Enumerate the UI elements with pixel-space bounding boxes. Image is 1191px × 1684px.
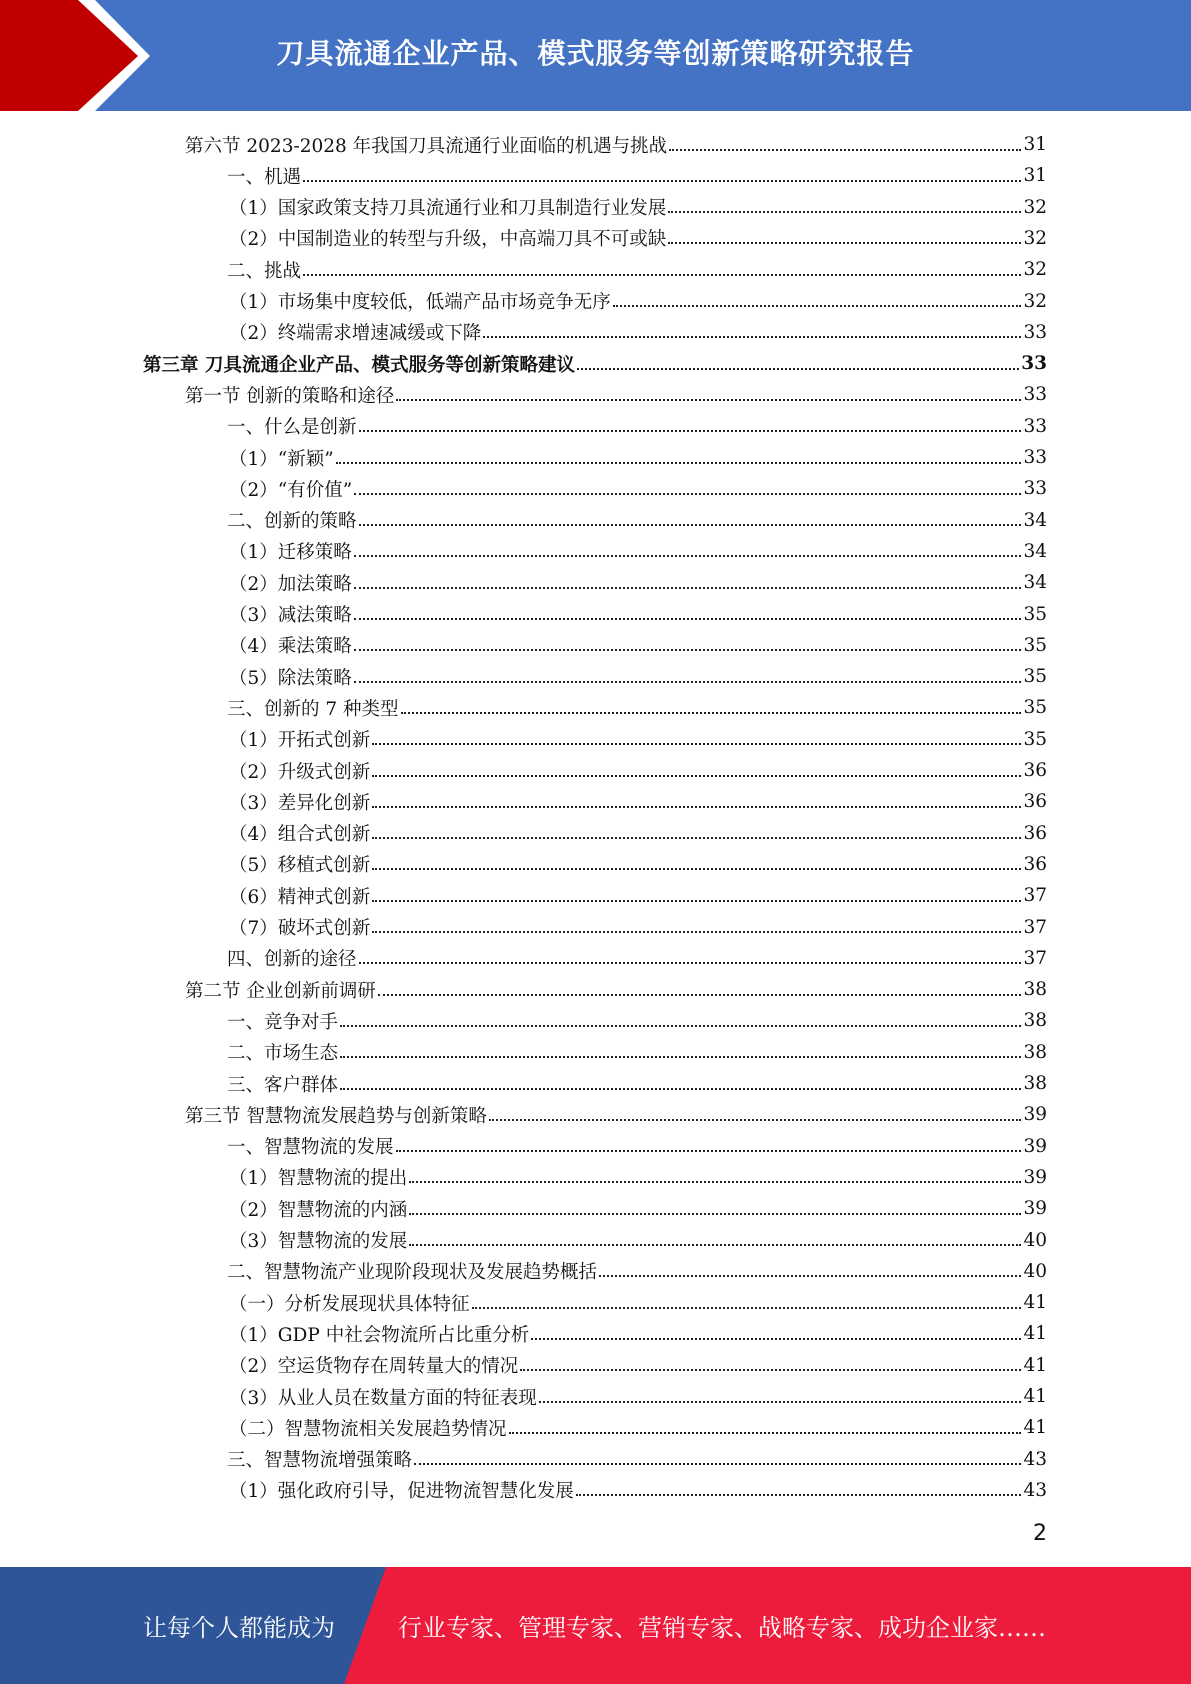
- toc-leader-dots: [668, 205, 1021, 213]
- toc-entry-page: 35: [1023, 666, 1047, 688]
- toc-entry-title: 二、创新的策略: [227, 511, 357, 533]
- toc-leader-dots: [668, 236, 1021, 244]
- toc-entry-page: 33: [1023, 384, 1047, 406]
- toc-leader-dots: [372, 737, 1021, 745]
- toc-entry-page: 36: [1023, 853, 1047, 875]
- toc-entry-title: 一、智慧物流的发展: [227, 1137, 394, 1159]
- toc-entry[interactable]: [185, 1099, 1047, 1130]
- page-footer: [0, 1567, 1191, 1684]
- toc-leader-dots: [539, 1395, 1022, 1403]
- toc-entry-page: 33: [1023, 447, 1047, 468]
- toc-leader-dots: [340, 1050, 1021, 1058]
- toc-entry[interactable]: [227, 1037, 1047, 1068]
- toc-entry[interactable]: [229, 1162, 1047, 1193]
- toc-leader-dots: [409, 1175, 1021, 1183]
- toc-entry[interactable]: [229, 1350, 1047, 1381]
- toc-entry[interactable]: [229, 755, 1047, 786]
- toc-entry-title: （1）强化政府引导，促进物流智慧化发展: [229, 1481, 574, 1503]
- toc-entry-page: 33: [1023, 478, 1047, 500]
- toc-entry[interactable]: [229, 536, 1047, 567]
- toc-entry-title: （一）分析发展现状具体特征: [229, 1293, 470, 1315]
- toc-entry-title: （二）智慧物流相关发展趋势情况: [229, 1418, 507, 1440]
- toc-entry-page: 36: [1023, 791, 1047, 813]
- toc-entry-title: 一、什么是创新: [227, 417, 357, 439]
- toc-entry-title: 二、市场生态: [227, 1043, 339, 1065]
- toc-entry[interactable]: [229, 880, 1047, 911]
- toc-entry-page: 31: [1023, 165, 1047, 187]
- toc-entry-page: 32: [1023, 196, 1047, 218]
- toc-entry-page: 43: [1023, 1448, 1047, 1470]
- toc-entry-title: （1）智慧物流的提出: [229, 1168, 408, 1190]
- toc-entry[interactable]: [185, 129, 1047, 160]
- toc-entry-title: 一、竞争对手: [227, 1011, 339, 1033]
- toc-entry[interactable]: [227, 1256, 1047, 1287]
- toc-entry-page: 37: [1023, 885, 1047, 907]
- toc-leader-dots: [354, 612, 1022, 620]
- toc-entry[interactable]: [229, 786, 1047, 817]
- toc-entry-title: （5）除法策略: [229, 667, 352, 689]
- toc-leader-dots: [613, 299, 1022, 307]
- toc-leader-dots: [303, 268, 1021, 276]
- toc-entry-page: 32: [1023, 290, 1047, 312]
- toc-entry[interactable]: [229, 442, 1047, 473]
- toc-entry-page: 34: [1023, 540, 1047, 562]
- report-title: 刀具流通企业产品、模式服务等创新策略研究报告: [276, 36, 915, 70]
- toc-entry-page: 35: [1023, 634, 1047, 656]
- toc-entry[interactable]: [229, 630, 1047, 661]
- toc-leader-dots: [359, 518, 1022, 526]
- toc-entry-title: （1）国家政策支持刀具流通行业和刀具制造行业发展: [229, 198, 667, 220]
- toc-entry-title: 第三节 智慧物流发展趋势与创新策略: [185, 1105, 487, 1127]
- toc-entry[interactable]: [229, 192, 1047, 223]
- toc-entry[interactable]: [227, 1444, 1047, 1475]
- toc-leader-dots: [372, 831, 1021, 839]
- toc-entry[interactable]: [229, 724, 1047, 755]
- toc-entry-page: 41: [1023, 1323, 1047, 1345]
- toc-entry[interactable]: [185, 974, 1047, 1005]
- toc-entry-title: （1）“新颖”: [229, 448, 334, 470]
- toc-leader-dots: [472, 1301, 1022, 1309]
- toc-leader-dots: [577, 362, 1019, 370]
- toc-entry[interactable]: [229, 1475, 1047, 1506]
- toc-entry-page: 31: [1023, 134, 1047, 155]
- toc-entry[interactable]: [229, 473, 1047, 504]
- toc-leader-dots: [414, 1457, 1021, 1465]
- toc-entry-page: 37: [1023, 916, 1047, 938]
- toc-leader-dots: [669, 143, 1021, 151]
- toc-leader-dots: [378, 988, 1022, 996]
- toc-entry-page: 38: [1023, 979, 1047, 1001]
- toc-entry[interactable]: [227, 1068, 1047, 1099]
- toc-entry-title: （3）从业人员在数量方面的特征表现: [229, 1387, 537, 1409]
- toc-entry[interactable]: [227, 254, 1047, 285]
- toc-entry-title: 三、智慧物流增强策略: [227, 1450, 413, 1472]
- toc-entry-title: 第二节 企业创新前调研: [185, 980, 376, 1002]
- toc-entry-page: 33: [1023, 415, 1047, 437]
- toc-leader-dots: [372, 925, 1021, 933]
- page-number: 2: [1033, 1521, 1047, 1546]
- toc-entry-page: 34: [1023, 572, 1047, 594]
- toc-entry[interactable]: [229, 1225, 1047, 1256]
- toc-chapter-entry[interactable]: [143, 348, 1047, 379]
- toc-entry[interactable]: [227, 160, 1047, 191]
- toc-leader-dots: [354, 581, 1022, 589]
- toc-entry-page: 41: [1023, 1292, 1047, 1314]
- toc-entry-page: 38: [1023, 1041, 1047, 1063]
- toc-entry-title: （2）空运货物存在周转量大的情况: [229, 1356, 519, 1378]
- toc-entry-title: （2）加法策略: [229, 573, 352, 595]
- toc-entry-title: （3）智慧物流的发展: [229, 1231, 408, 1252]
- toc-entry-title: （2）智慧物流的内涵: [229, 1199, 408, 1221]
- toc-entry-title: （1）市场集中度较低，低端产品市场竞争无序: [229, 292, 611, 313]
- toc-leader-dots: [599, 1269, 1021, 1277]
- toc-entry-page: 41: [1023, 1354, 1047, 1376]
- toc-leader-dots: [489, 1113, 1022, 1121]
- toc-entry[interactable]: [227, 1005, 1047, 1036]
- toc-entry-title: （1）迁移策略: [229, 542, 352, 564]
- toc-entry-title: （4）组合式创新: [229, 824, 371, 846]
- footer-slogan-left: 让每个人都能成为: [143, 1614, 335, 1642]
- toc-entry-title: 一、机遇: [227, 166, 302, 188]
- toc-entry-page: 36: [1023, 822, 1047, 844]
- toc-leader-dots: [372, 862, 1021, 870]
- toc-entry[interactable]: [227, 1131, 1047, 1162]
- toc-entry[interactable]: [229, 912, 1047, 943]
- toc-entry-page: 39: [1023, 1104, 1047, 1126]
- toc-entry-title: 第三章 刀具流通企业产品、模式服务等创新策略建议: [143, 354, 575, 376]
- toc-leader-dots: [359, 424, 1022, 432]
- toc-entry-page: 41: [1023, 1386, 1047, 1407]
- toc-entry-title: 第一节 创新的策略和途径: [185, 385, 395, 407]
- toc-leader-dots: [483, 330, 1021, 338]
- toc-entry-title: （5）移植式创新: [229, 855, 371, 877]
- toc-leader-dots: [336, 456, 1022, 464]
- toc-entry-page: 32: [1023, 259, 1047, 281]
- toc-entry-page: 33: [1021, 353, 1047, 375]
- toc-entry-page: 35: [1023, 603, 1047, 625]
- toc-entry[interactable]: [229, 286, 1047, 317]
- toc-entry-title: 三、客户群体: [227, 1074, 339, 1096]
- toc-entry-title: 第六节 2023-2028 年我国刀具流通行业面临的机遇与挑战: [185, 135, 668, 157]
- toc-leader-dots: [372, 800, 1021, 808]
- toc-entry-title: （2）中国制造业的转型与升级，中高端刀具不可或缺: [229, 229, 667, 251]
- toc-leader-dots: [396, 393, 1021, 401]
- toc-entry[interactable]: [229, 1381, 1047, 1412]
- toc-entry[interactable]: [229, 1287, 1047, 1318]
- toc-entry-title: 三、创新的 7 种类型: [227, 698, 399, 720]
- toc-entry[interactable]: [229, 317, 1047, 348]
- toc-entry[interactable]: [185, 379, 1047, 410]
- toc-leader-dots: [409, 1238, 1021, 1246]
- toc-entry-page: 38: [1023, 1010, 1047, 1032]
- page-header: [0, 0, 1191, 111]
- toc-entry[interactable]: [229, 599, 1047, 630]
- toc-entry-page: 40: [1023, 1229, 1047, 1251]
- toc-entry-page: 36: [1023, 760, 1047, 781]
- toc-entry[interactable]: [229, 818, 1047, 849]
- toc-entry[interactable]: [227, 692, 1047, 723]
- toc-entry[interactable]: [229, 1318, 1047, 1349]
- toc-entry-page: 32: [1023, 227, 1047, 249]
- toc-leader-dots: [576, 1488, 1022, 1496]
- toc-entry[interactable]: [229, 661, 1047, 692]
- toc-entry-page: 39: [1023, 1198, 1047, 1220]
- toc-entry[interactable]: [229, 849, 1047, 880]
- header-arrow-red: [0, 0, 138, 111]
- toc-leader-dots: [340, 1082, 1021, 1090]
- toc-entry-page: 38: [1023, 1073, 1047, 1094]
- toc-entry-title: （3）减法策略: [229, 605, 352, 626]
- toc-entry-title: （1）GDP 中社会物流所占比重分析: [229, 1324, 530, 1346]
- toc-leader-dots: [354, 643, 1022, 651]
- toc-leader-dots: [359, 956, 1022, 964]
- toc-entry-page: 43: [1023, 1479, 1047, 1501]
- footer-slogan-right: 行业专家、管理专家、营销专家、战略专家、成功企业家……: [398, 1614, 1046, 1642]
- toc-leader-dots: [409, 1207, 1021, 1215]
- toc-entry-title: （2）“有价值”: [229, 479, 353, 501]
- toc-entry[interactable]: [229, 223, 1047, 254]
- toc-entry-title: （1）开拓式创新: [229, 730, 371, 752]
- toc-entry[interactable]: [227, 943, 1047, 974]
- toc-entry-title: （7）破坏式创新: [229, 918, 371, 939]
- toc-leader-dots: [531, 1332, 1021, 1340]
- toc-entry-page: 34: [1023, 509, 1047, 531]
- toc-entry-title: 二、挑战: [227, 260, 302, 282]
- toc-entry-title: （2）升级式创新: [229, 761, 371, 783]
- toc-leader-dots: [303, 174, 1021, 182]
- toc-leader-dots: [354, 487, 1021, 495]
- toc-leader-dots: [354, 675, 1022, 683]
- toc-entry-page: 39: [1023, 1166, 1047, 1188]
- toc-entry-page: 33: [1023, 321, 1047, 343]
- toc-leader-dots: [401, 706, 1022, 714]
- toc-entry-title: （6）精神式创新: [229, 886, 371, 908]
- toc-entry[interactable]: [227, 505, 1047, 536]
- toc-entry[interactable]: [229, 1193, 1047, 1224]
- toc-entry-title: （3）差异化创新: [229, 792, 371, 814]
- toc-entry-page: 35: [1023, 697, 1047, 719]
- toc-entry[interactable]: [229, 1412, 1047, 1443]
- toc-leader-dots: [372, 769, 1021, 777]
- toc-entry-page: 39: [1023, 1135, 1047, 1157]
- toc-entry-title: 四、创新的途径: [227, 949, 357, 971]
- toc-entry-page: 41: [1023, 1417, 1047, 1439]
- toc-leader-dots: [520, 1363, 1021, 1371]
- toc-entry[interactable]: [227, 411, 1047, 442]
- toc-entry-title: （2）终端需求增速减缓或下降: [229, 323, 482, 345]
- toc-entry-page: 35: [1023, 728, 1047, 750]
- toc-leader-dots: [509, 1426, 1022, 1434]
- toc-entry-title: 二、智慧物流产业现阶段现状及发展趋势概括: [227, 1262, 598, 1284]
- toc-leader-dots: [354, 549, 1022, 557]
- toc-entry[interactable]: [229, 567, 1047, 598]
- toc-entry-page: 40: [1023, 1260, 1047, 1282]
- toc-entry-title: （4）乘法策略: [229, 636, 352, 658]
- toc-leader-dots: [340, 1019, 1021, 1027]
- toc-entry-page: 37: [1023, 947, 1047, 969]
- toc-leader-dots: [396, 1144, 1022, 1152]
- toc-leader-dots: [372, 894, 1021, 902]
